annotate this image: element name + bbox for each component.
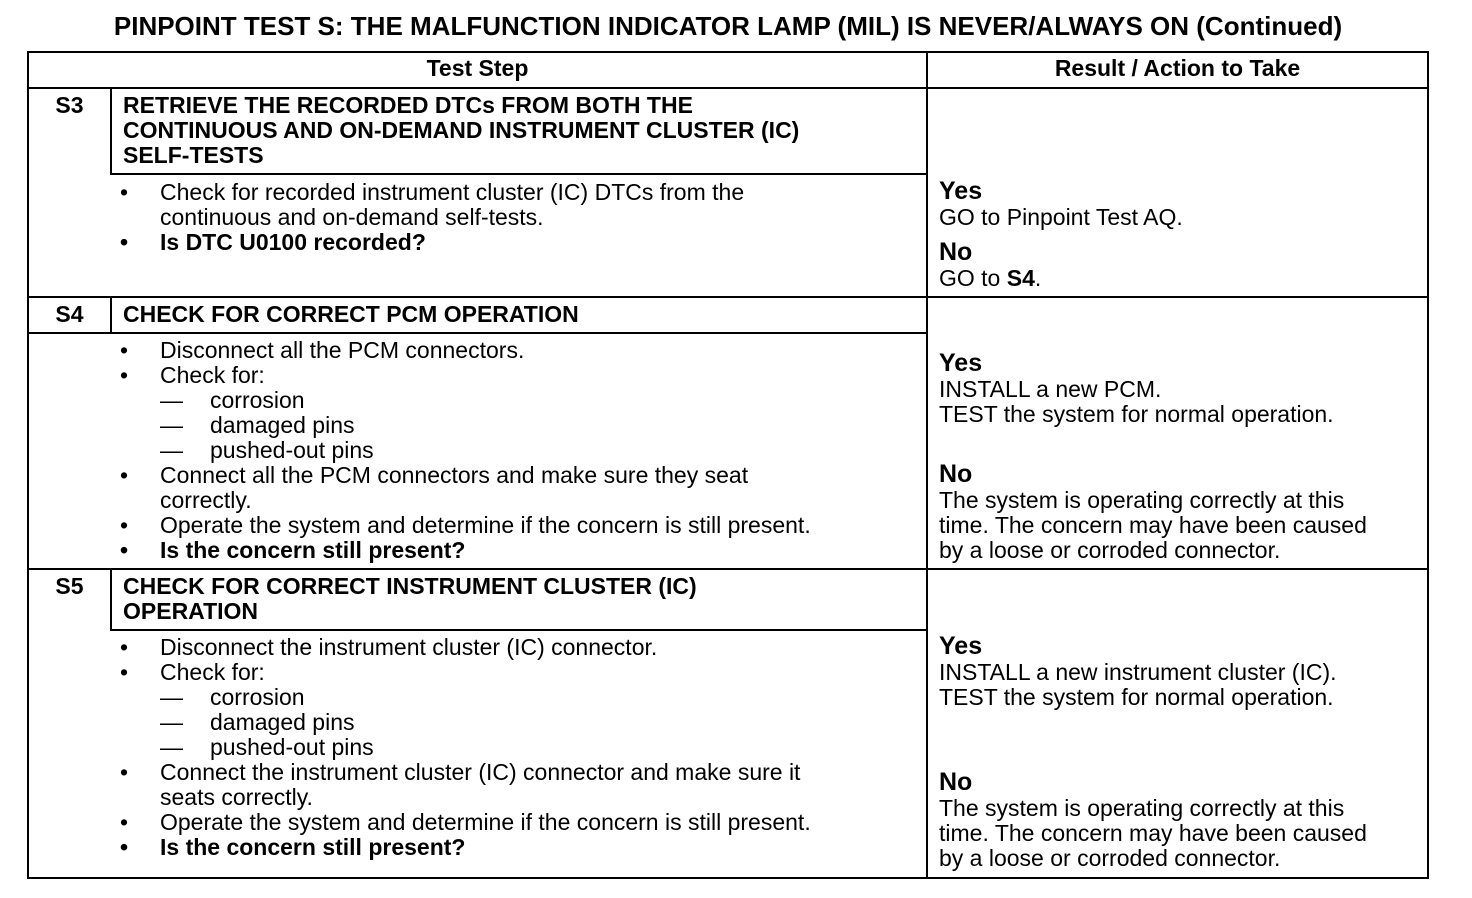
step-s4-id: S4 xyxy=(55,301,84,327)
step-s4-no-result: No The system is operating correctly at this time. The concern may have been caused by a loose or corroded connector. xyxy=(939,460,1367,563)
page-title: PINPOINT TEST S: THE MALFUNCTION INDICATOR LAMP (MIL) IS NEVER/ALWAYS ON (Continued) xyxy=(113,11,1343,41)
step-s5-actions xyxy=(112,635,811,860)
table-header-divider xyxy=(27,87,1429,89)
step-s5-heading-divider xyxy=(110,629,928,631)
list-item: • Disconnect the instrument cluster (IC) connector. xyxy=(120,634,658,660)
step-s3-no-result: No GO to S4. xyxy=(939,238,1042,291)
step-s3-row-divider xyxy=(27,296,1429,298)
list-item: — corrosion xyxy=(160,684,305,710)
list-item: • Operate the system and determine if the concern is still present. xyxy=(120,512,811,538)
list-item: • Check for recorded instrument cluster (IC) DTCs from the continuous and on-demand self-tests. xyxy=(120,179,745,230)
column-divider-result xyxy=(926,51,928,879)
step-s3-id: S3 xyxy=(55,92,84,118)
step-s3-heading-divider xyxy=(110,173,928,175)
step-s3-actions xyxy=(112,180,744,255)
step-s4-id-divider xyxy=(110,296,112,334)
step-s3-yes-result: Yes GO to Pinpoint Test AQ. xyxy=(939,177,1183,230)
column-header-test-step: Test Step xyxy=(426,55,529,81)
list-item: — pushed-out pins xyxy=(160,734,374,760)
step-s5-no-result: No The system is operating correctly at this time. The concern may have been caused by a loose or corroded connector. xyxy=(939,768,1367,871)
list-item: • Check for: xyxy=(120,659,265,685)
list-item: • Is the concern still present? xyxy=(120,537,466,563)
step-s4-heading: CHECK FOR CORRECT PCM OPERATION xyxy=(123,301,579,327)
list-item: • Disconnect all the PCM connectors. xyxy=(120,337,525,363)
step-s5-yes-result: Yes INSTALL a new instrument cluster (IC). TEST the system for normal operation. xyxy=(939,632,1337,710)
list-item: • Is the concern still present? xyxy=(120,834,466,860)
list-item: • Is DTC U0100 recorded? xyxy=(120,229,426,255)
step-s3-heading: RETRIEVE THE RECORDED DTCs FROM BOTH THE CONTINUOUS AND ON-DEMAND INSTRUMENT CLUSTER (IC) SELF-TESTS xyxy=(123,92,800,168)
list-item: — damaged pins xyxy=(160,412,355,438)
list-item: — corrosion xyxy=(160,387,305,413)
column-header-result: Result / Action to Take xyxy=(1054,55,1301,81)
list-item: • Operate the system and determine if the concern is still present. xyxy=(120,809,811,835)
step-s5-id-divider xyxy=(110,568,112,631)
step-s5-id: S5 xyxy=(55,573,84,599)
step-reference: S4 xyxy=(1006,265,1035,291)
step-s4-yes-result: Yes INSTALL a new PCM. TEST the system for normal operation. xyxy=(939,349,1334,427)
list-item: — pushed-out pins xyxy=(160,437,374,463)
list-item: • Connect the instrument cluster (IC) connector and make sure it seats correctly. xyxy=(120,759,801,810)
step-s5-heading: CHECK FOR CORRECT INSTRUMENT CLUSTER (IC) OPERATION xyxy=(123,573,697,624)
list-item: • Connect all the PCM connectors and make sure they seat correctly. xyxy=(120,462,749,513)
step-s4-heading-divider xyxy=(27,332,928,334)
step-s4-row-divider xyxy=(27,568,1429,570)
list-item: • Check for: xyxy=(120,362,265,388)
step-s3-id-divider xyxy=(110,87,112,175)
list-item: — damaged pins xyxy=(160,709,355,735)
step-s4-actions xyxy=(112,338,811,563)
